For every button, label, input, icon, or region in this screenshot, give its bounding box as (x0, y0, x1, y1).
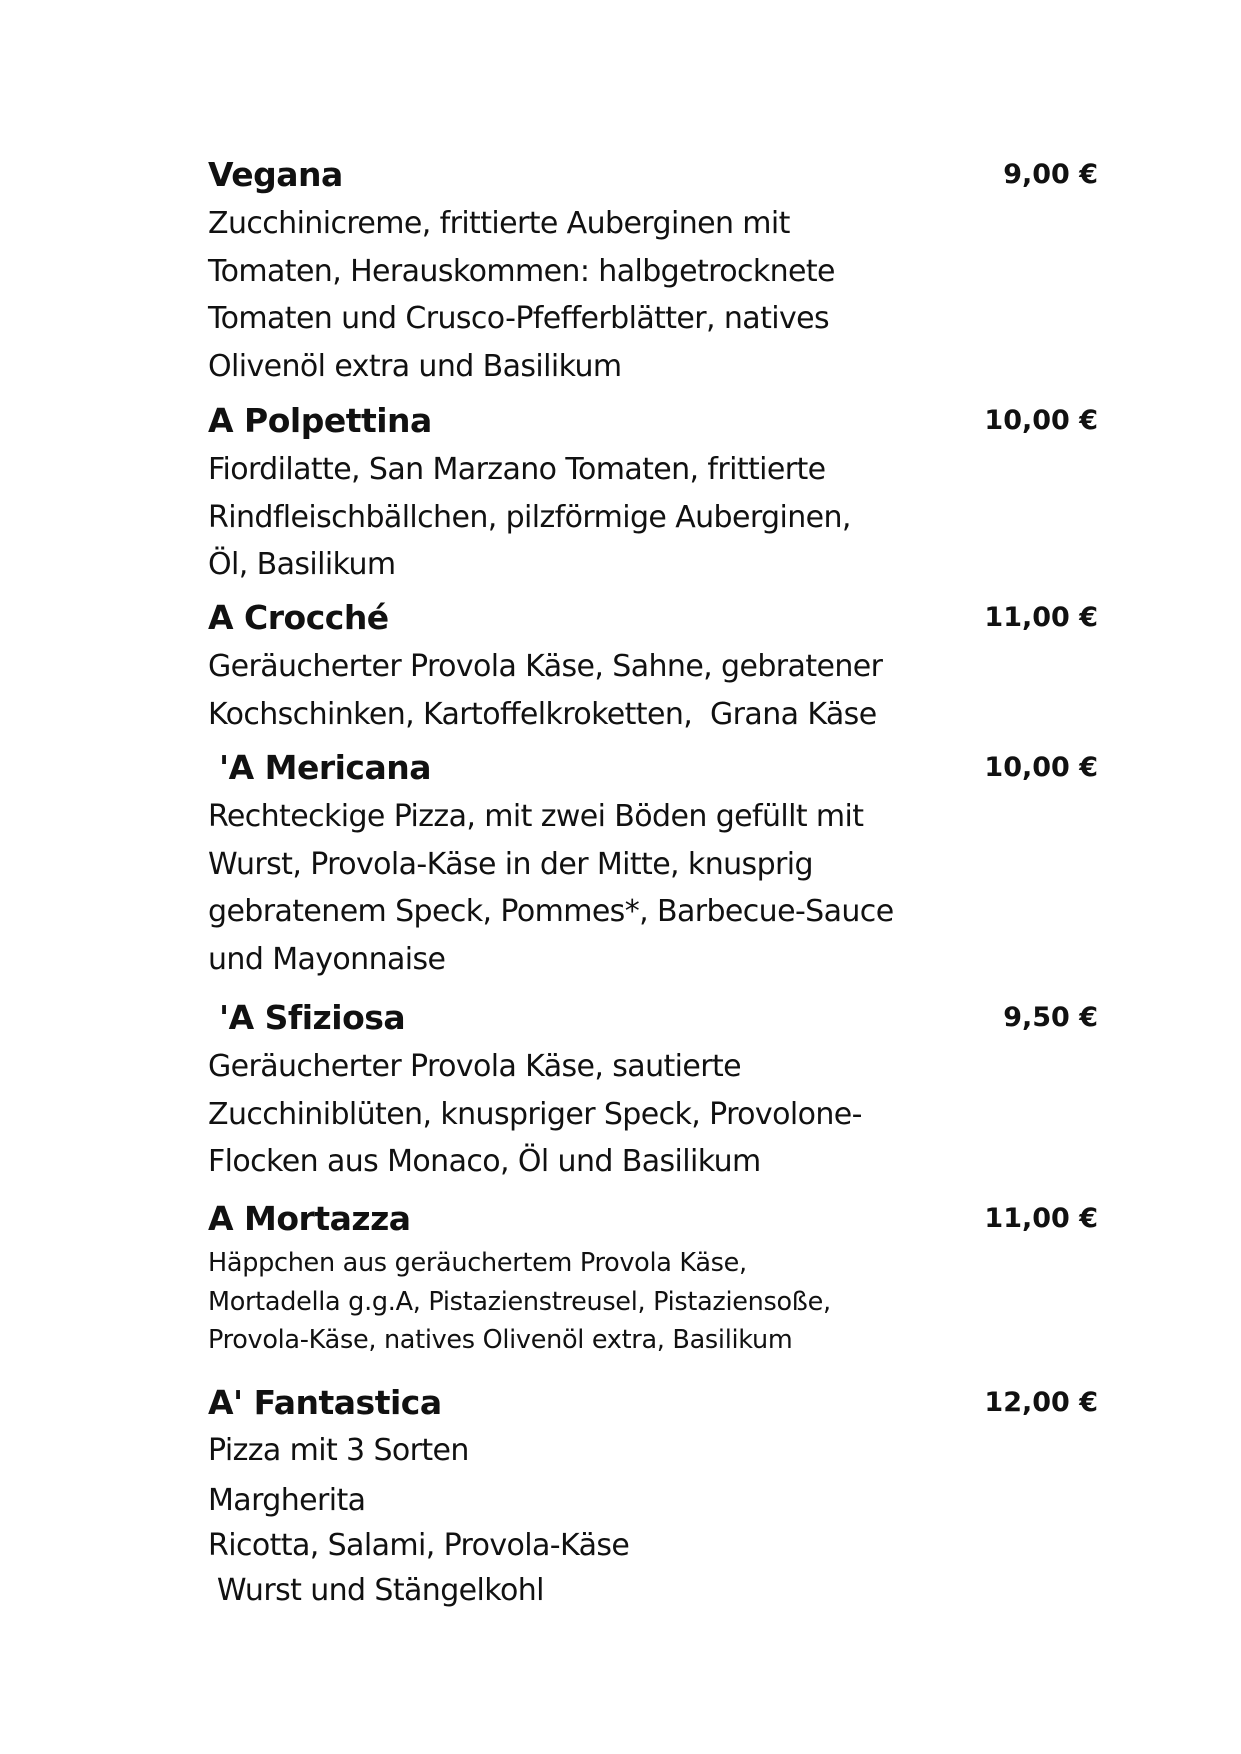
menu-item-description-line: Rindfleischbällchen, pilzförmige Auberginen, (208, 499, 851, 535)
menu-item-description-line: Zucchiniblüten, knuspriger Speck, Provolone- (208, 1096, 862, 1132)
menu-item-description-line: Margherita (208, 1483, 366, 1518)
menu-item-header (208, 1194, 1098, 1244)
menu-item-sfiziosa (208, 993, 1098, 1186)
menu-item-price: 10,00 € (984, 405, 1098, 436)
menu-item-price: 9,00 € (1003, 159, 1098, 190)
menu-item-description-line: Geräucherter Provola Käse, sautierte (208, 1049, 742, 1084)
menu-item-header (208, 1378, 1098, 1428)
menu-item-description-line: Ricotta, Salami, Provola-Käse (208, 1528, 630, 1563)
menu-item-vegana (208, 150, 1098, 390)
menu-item-description-line: Häppchen aus geräuchertem Provola Käse, (208, 1248, 747, 1278)
menu-item-description-line: Flocken aus Monaco, Öl und Basilikum (208, 1144, 761, 1179)
menu-item-description-line: Wurst und Stängelkohl (208, 1573, 544, 1608)
menu-item-fantastica (208, 1378, 1098, 1613)
menu-item-description-line: Wurst, Provola-Käse in der Mitte, knusprig (208, 846, 813, 882)
menu-item-description-line: Provola-Käse, natives Olivenöl extra, Basilikum (208, 1325, 793, 1355)
menu-item-name: 'A Mericana (208, 748, 432, 787)
menu-item-header (208, 150, 1098, 200)
menu-item-header (208, 743, 1098, 793)
menu-item-description-line: Tomaten, Herauskommen: halbgetrocknete (208, 253, 835, 289)
menu-item-mericana (208, 743, 1098, 983)
menu-item-description-line: Pizza mit 3 Sorten (208, 1433, 469, 1468)
menu-item-description-line: Geräucherter Provola Käse, Sahne, gebratener (208, 649, 883, 684)
menu-item-price: 9,50 € (1003, 1002, 1098, 1033)
menu-item-description-line: Zucchinicreme, frittierte Auberginen mit (208, 206, 790, 241)
menu-item-header (208, 993, 1098, 1043)
menu-item-crocche (208, 593, 1098, 738)
menu-item-description-line: und Mayonnaise (208, 941, 446, 977)
menu-item-header (208, 396, 1098, 446)
menu-item-price: 11,00 € (984, 602, 1098, 633)
menu-item-header (208, 593, 1098, 643)
menu-item-description-line: Rechteckige Pizza, mit zwei Böden gefüllt mit (208, 799, 864, 834)
menu-item-price: 11,00 € (984, 1203, 1098, 1234)
menu-item-description-line: gebratenem Speck, Pommes*, Barbecue-Sauce (208, 894, 894, 929)
menu-item-name: Vegana (208, 155, 343, 194)
menu-item-name: A Crocché (208, 598, 389, 637)
menu-item-name: A' Fantastica (208, 1383, 442, 1422)
menu-item-description-line: Mortadella g.g.A, Pistazienstreusel, Pistaziensoße, (208, 1286, 831, 1317)
menu-item-description-line: Fiordilatte, San Marzano Tomaten, frittierte (208, 452, 826, 487)
menu-item-description-line: Kochschinken, Kartoffelkroketten, Grana Käse (208, 696, 877, 732)
menu-item-description-line: Tomaten und Crusco-Pfefferblätter, natives (208, 301, 830, 336)
menu-item-name: A Polpettina (208, 401, 432, 440)
menu-item-name: A Mortazza (208, 1199, 411, 1238)
menu-item-mortazza (208, 1194, 1098, 1360)
menu-item-description-line: Öl, Basilikum (208, 547, 396, 582)
menu-item-price: 10,00 € (984, 752, 1098, 783)
menu-item-price: 12,00 € (984, 1387, 1098, 1418)
menu-item-name: 'A Sfiziosa (208, 998, 406, 1037)
menu-item-description-line: Olivenöl extra und Basilikum (208, 348, 622, 384)
menu-item-polpettina (208, 396, 1098, 589)
